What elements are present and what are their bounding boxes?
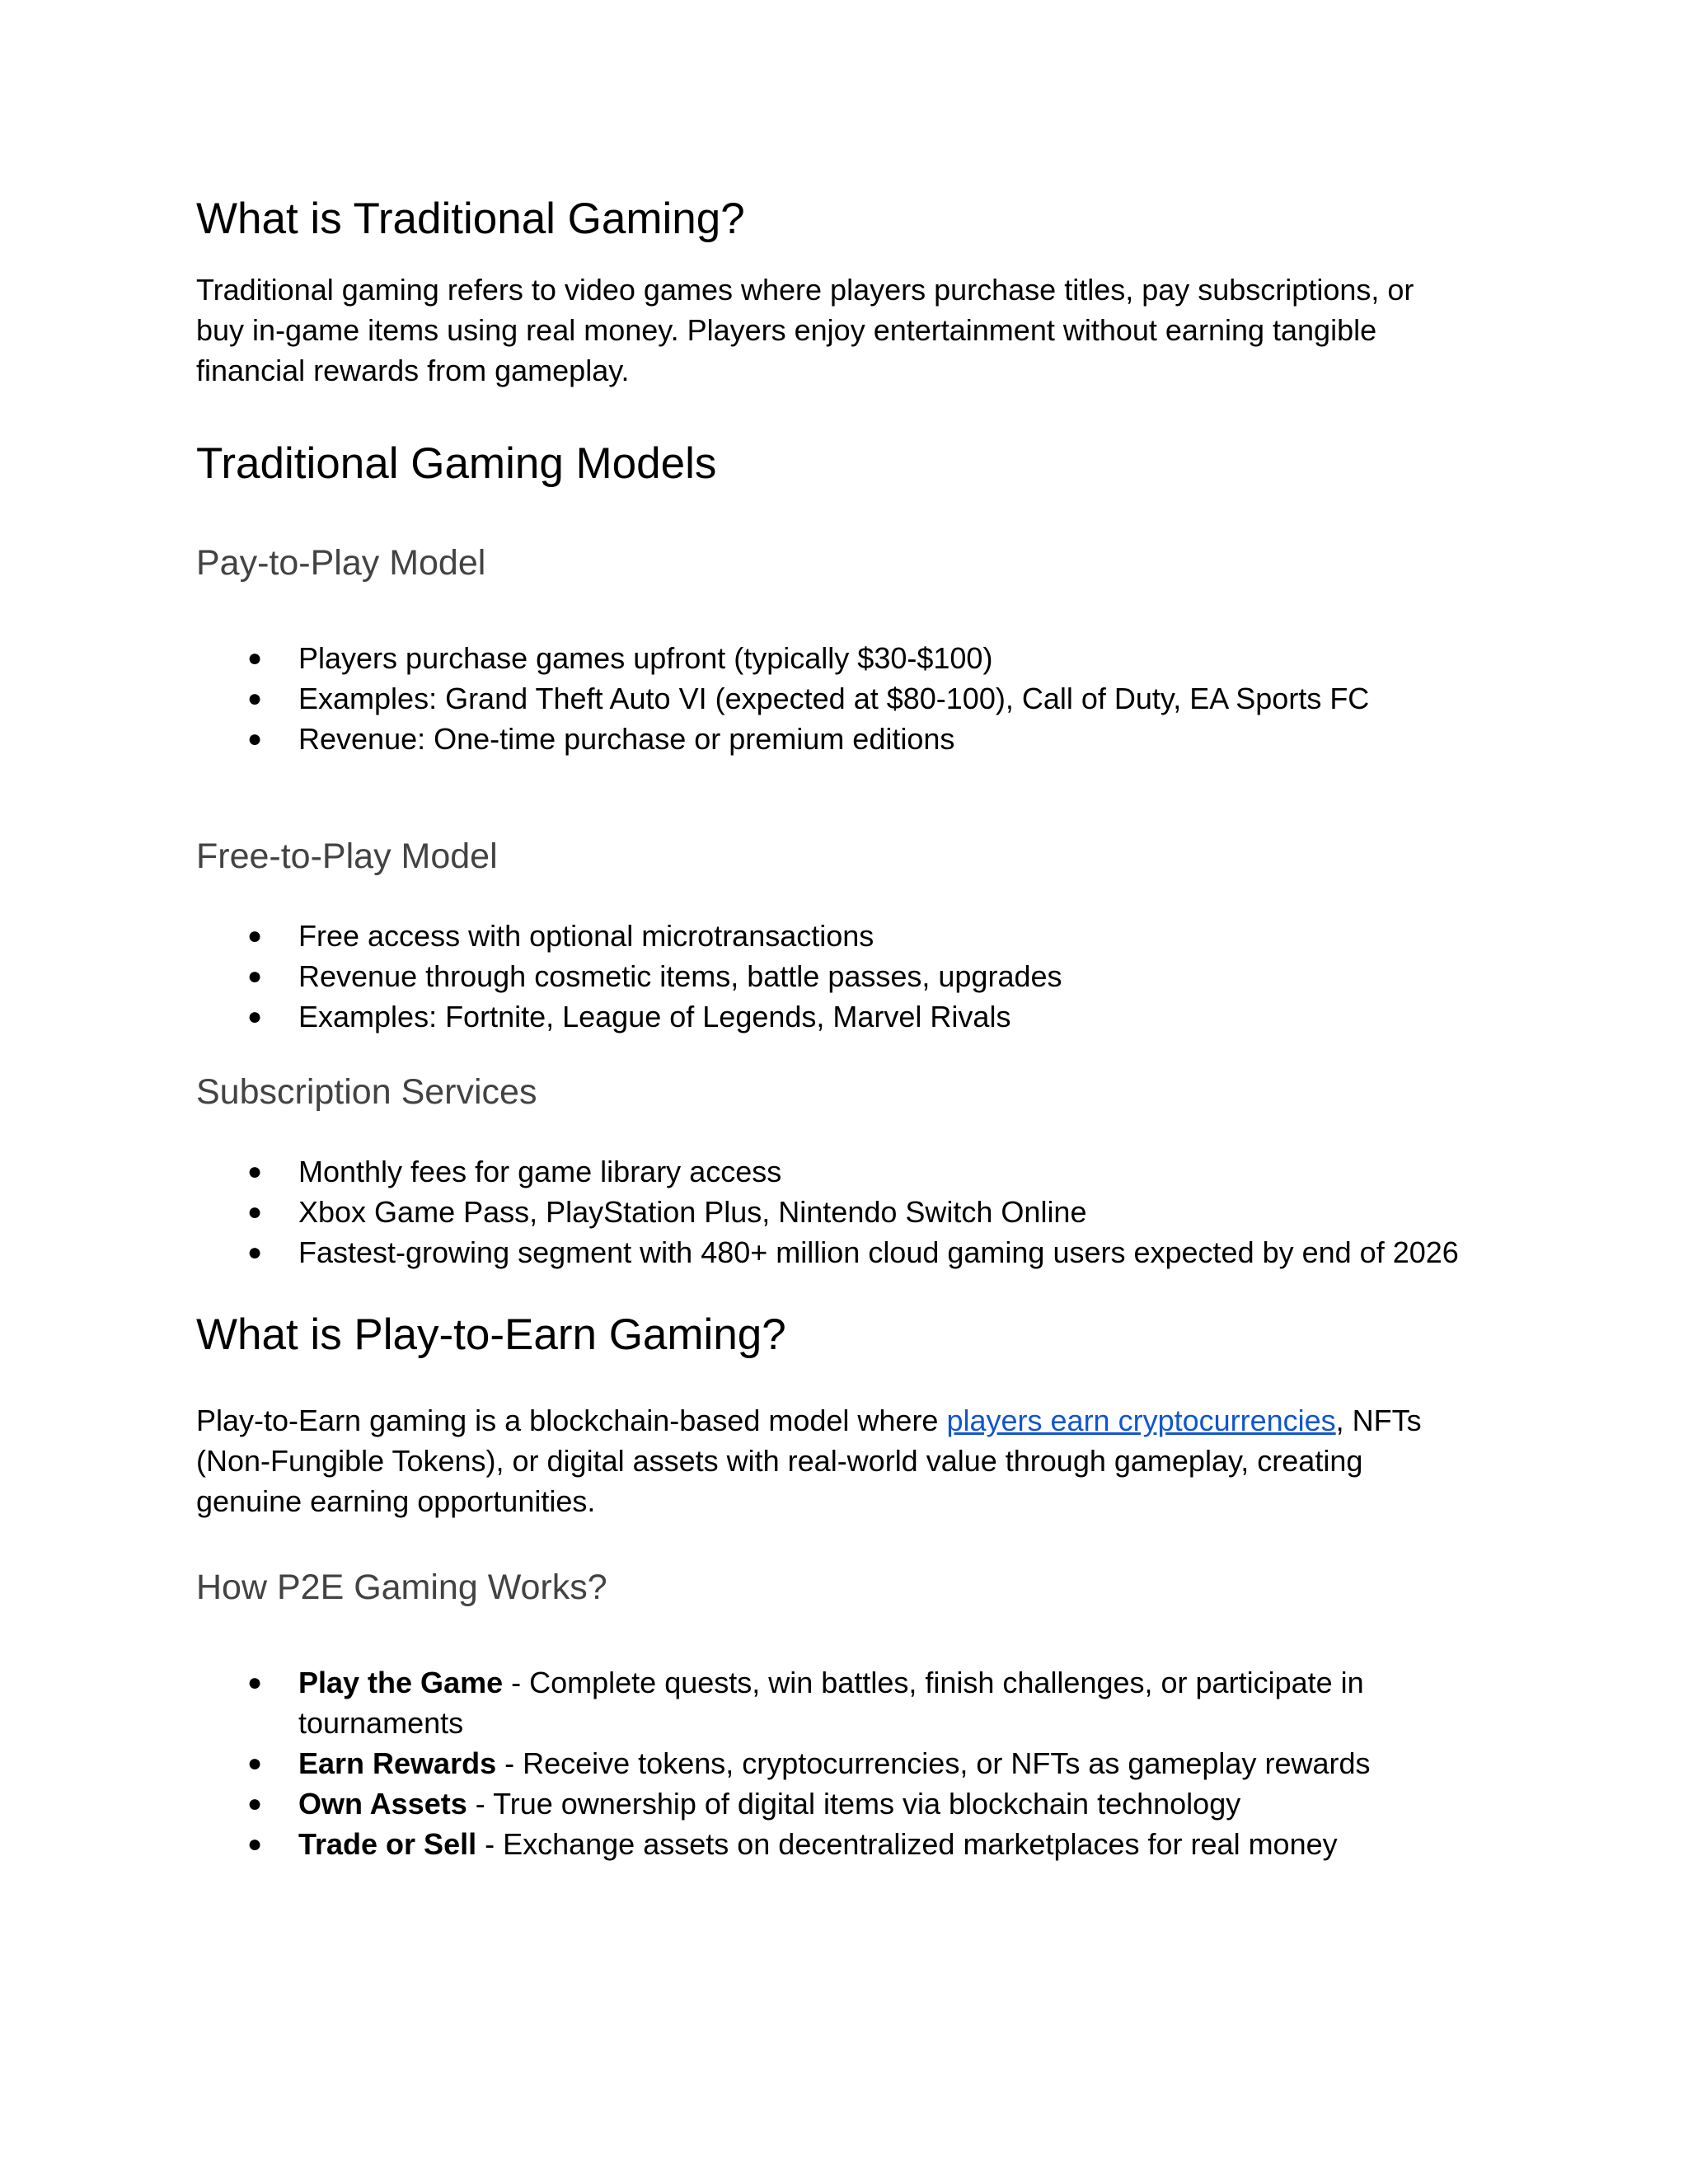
list-item-text: tournaments xyxy=(298,1706,464,1740)
list-item-text xyxy=(298,1743,1371,1783)
paragraph-line: financial rewards from gameplay. xyxy=(196,354,630,387)
bullet-icon: ● xyxy=(247,1158,263,1185)
bullet-icon: ● xyxy=(247,1003,263,1030)
list-item-text xyxy=(298,1662,1364,1703)
list-item-description: - Exchange assets on decentralized marketplaces for real money xyxy=(476,1827,1338,1861)
bullet-icon: ● xyxy=(247,644,263,672)
heading-play-to-earn-gaming: What is Play-to-Earn Gaming? xyxy=(196,1310,786,1359)
list-item-text: Monthly fees for game library access xyxy=(298,1155,782,1188)
paragraph-text: Play-to-Earn gaming is a blockchain-based model where xyxy=(196,1404,947,1437)
subheading-how-p2e-works: How P2E Gaming Works? xyxy=(196,1568,607,1607)
players-earn-cryptocurrencies-link[interactable]: players earn cryptocurrencies xyxy=(946,1404,1336,1437)
paragraph-line: genuine earning opportunities. xyxy=(196,1484,596,1518)
paragraph-line: buy in-game items using real money. Players enjoy entertainment without earning tangible xyxy=(196,313,1377,347)
bullet-icon: ● xyxy=(247,922,263,949)
heading-traditional-gaming-models: Traditional Gaming Models xyxy=(196,439,717,488)
bullet-icon: ● xyxy=(247,1790,263,1817)
list-item-description: - Receive tokens, cryptocurrencies, or NFTs as gameplay rewards xyxy=(496,1746,1371,1780)
list-item-text: Revenue: One-time purchase or premium editions xyxy=(298,722,955,756)
list-item-title: Earn Rewards xyxy=(298,1746,497,1780)
paragraph-line: Traditional gaming refers to video games where players purchase titles, pay subscriptions, or xyxy=(196,273,1414,307)
heading-traditional-gaming: What is Traditional Gaming? xyxy=(196,194,745,243)
list-item-text: Revenue through cosmetic items, battle passes, upgrades xyxy=(298,959,1062,993)
list-item-title: Play the Game xyxy=(298,1666,504,1699)
bullet-icon: ● xyxy=(247,685,263,712)
bullet-icon: ● xyxy=(247,1669,263,1696)
bullet-icon: ● xyxy=(247,963,263,990)
list-item-text: Free access with optional microtransactions xyxy=(298,919,874,953)
paragraph-text: , NFTs xyxy=(1335,1404,1422,1437)
list-item-title: Own Assets xyxy=(298,1787,467,1821)
bullet-icon: ● xyxy=(247,1198,263,1226)
list-item-description: - True ownership of digital items via blockchain technology xyxy=(467,1787,1241,1821)
list-item-text xyxy=(298,1824,1338,1864)
subheading-free-to-play: Free-to-Play Model xyxy=(196,837,498,876)
list-item-text: Examples: Fortnite, League of Legends, Marvel Rivals xyxy=(298,1000,1011,1033)
list-item-text: Players purchase games upfront (typically $30-$100) xyxy=(298,641,993,675)
subheading-subscription-services: Subscription Services xyxy=(196,1072,537,1112)
list-item-text: Fastest-growing segment with 480+ million cloud gaming users expected by end of 2026 xyxy=(298,1235,1459,1269)
list-item-text xyxy=(298,1783,1240,1824)
bullet-icon: ● xyxy=(247,725,263,752)
subheading-pay-to-play: Pay-to-Play Model xyxy=(196,543,486,583)
bullet-icon: ● xyxy=(247,1830,263,1858)
list-item-title: Trade or Sell xyxy=(298,1827,477,1861)
bullet-icon: ● xyxy=(247,1239,263,1266)
paragraph-line xyxy=(196,1400,1422,1441)
list-item-description: - Complete quests, win battles, finish challenges, or participate in xyxy=(503,1666,1364,1699)
bullet-icon: ● xyxy=(247,1750,263,1777)
paragraph-line: (Non-Fungible Tokens), or digital assets with real-world value through gameplay, creating xyxy=(196,1444,1363,1478)
list-item-text: Xbox Game Pass, PlayStation Plus, Nintendo Switch Online xyxy=(298,1195,1087,1229)
list-item-text: Examples: Grand Theft Auto VI (expected at $80-100), Call of Duty, EA Sports FC xyxy=(298,682,1370,715)
